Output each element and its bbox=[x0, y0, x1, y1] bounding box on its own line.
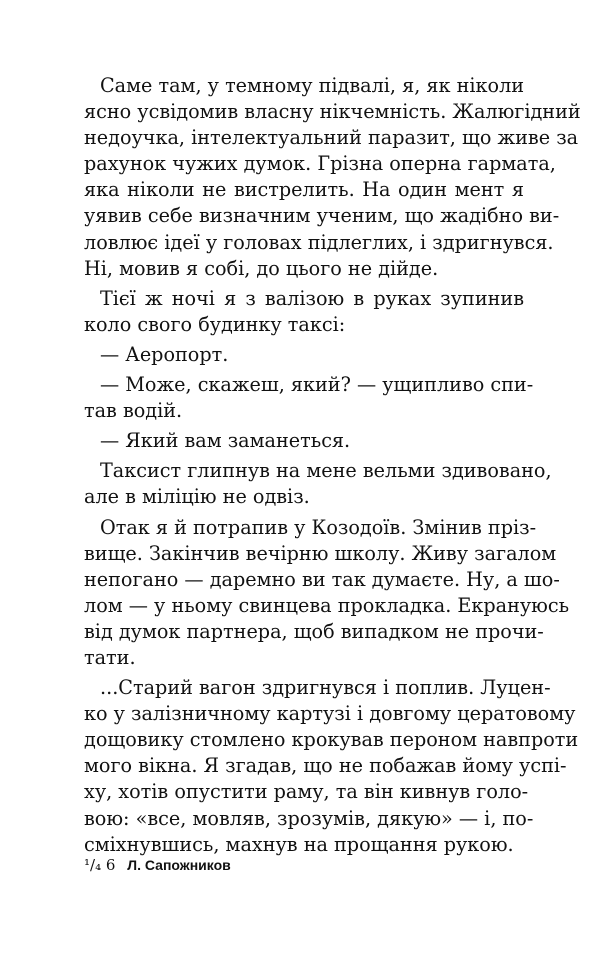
text-line: ловлює ідеї у головах підлеглих, і здригнувся. bbox=[84, 230, 554, 254]
text-line: мого вікна. Я згадав, що не побажав йому успі- bbox=[84, 754, 567, 778]
text-line: ко у залізничному картузі і довгому цератовому bbox=[84, 702, 576, 726]
author-name: Л. Сапожников bbox=[127, 857, 231, 873]
text-line: Отак я й потрапив у Козодоїв. Змінив пріз- bbox=[100, 515, 537, 539]
paragraph bbox=[84, 458, 552, 510]
text-line: Ні, мовив я собі, до цього не дійде. bbox=[84, 256, 439, 280]
text-line: ...Старий вагон здригнувся і поплив. Луцен- bbox=[100, 676, 551, 700]
text-line: ху, хотів опустити раму, та він кивнув голо- bbox=[84, 780, 529, 804]
text-line: ясно усвідомив власну нікчемність. Жалюгідний bbox=[84, 100, 581, 124]
text-line: недоучка, інтелектуальний паразит, що живе за bbox=[84, 126, 579, 150]
body-text bbox=[84, 73, 581, 858]
text-line: лом — у ньому свинцева прокладка. Екрануюсь bbox=[84, 593, 570, 617]
text-line: але в міліцію не одвіз. bbox=[84, 485, 310, 509]
text-line: вою: «все, мовляв, зрозумів, дякую» — і, по- bbox=[84, 806, 534, 830]
text-line: вище. Закінчив вечірню школу. Живу загалом bbox=[84, 541, 557, 565]
paragraph bbox=[84, 515, 570, 672]
paragraph bbox=[84, 286, 524, 338]
text-line: Таксист глипнув на мене вельми здивовано, bbox=[100, 459, 552, 483]
text-line: — Може, скажеш, який? — ущипливо спи- bbox=[100, 373, 534, 397]
text-line: від думок партнера, щоб випадком не прочи- bbox=[84, 619, 544, 643]
text-line: тав водій. bbox=[84, 399, 183, 423]
paragraph bbox=[84, 372, 534, 424]
text-line: тати. bbox=[84, 645, 136, 669]
paragraph bbox=[84, 428, 524, 454]
text-line: Саме там, у темному підвалі, я, як ніколи bbox=[100, 74, 525, 97]
text-line: яка ніколи не вистрелить. На один мент я bbox=[84, 178, 524, 202]
text-line: сміхнувшись, махнув на прощання рукою. bbox=[84, 832, 514, 856]
text-line: дощовику стомлено крокував пероном навпроти bbox=[84, 728, 579, 752]
paragraph bbox=[84, 73, 581, 282]
text-line: Тієї ж ночі я з валізою в руках зупинив bbox=[100, 286, 524, 310]
text-line: коло свого будинку таксі: bbox=[84, 312, 346, 336]
signature-mark: ¹/₄ 6 bbox=[84, 856, 116, 874]
text-line: рахунок чужих думок. Грізна оперна гармата, bbox=[84, 152, 556, 176]
paragraph bbox=[84, 675, 579, 858]
page-footer bbox=[84, 856, 231, 874]
text-line: — Аеропорт. bbox=[100, 342, 229, 366]
text-line: непогано — даремно ви так думаєте. Ну, а шо- bbox=[84, 567, 560, 591]
paragraph bbox=[84, 342, 524, 368]
text-line: уявив себе визначним ученим, що жадібно ви- bbox=[84, 204, 560, 228]
text-line: — Який вам заманеться. bbox=[100, 429, 351, 453]
